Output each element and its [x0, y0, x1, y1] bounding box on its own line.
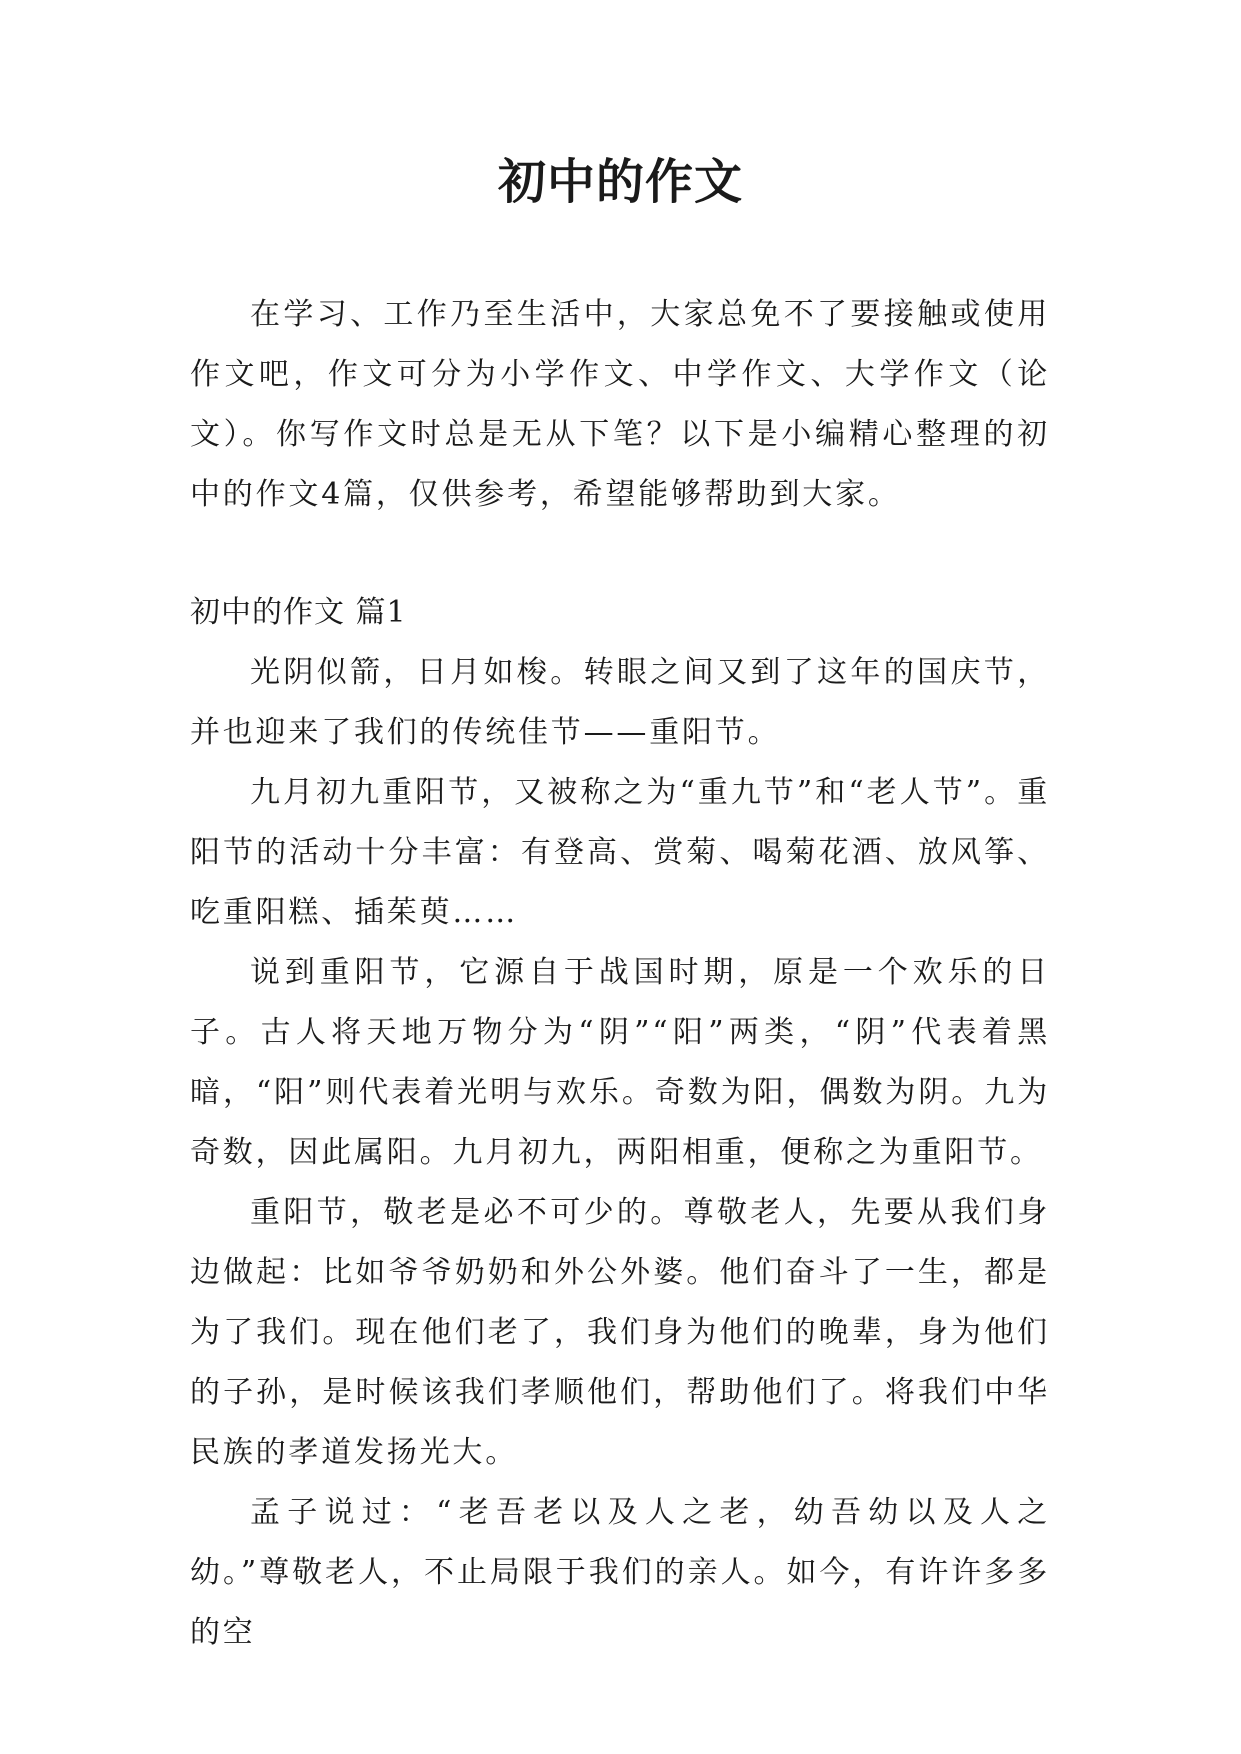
section-heading: 初中的作文 篇1 — [190, 595, 407, 630]
body-paragraph: 九月初九重阳节，又被称之为“重九节”和“老人节”。重阳节的活动十分丰富：有登高、赏菊、喝菊花酒、放风筝、吃重阳糕、插茱萸…… — [190, 775, 1050, 930]
document-body — [190, 285, 1050, 1663]
body-paragraph: 重阳节，敬老是必不可少的。尊敬老人，先要从我们身边做起：比如爷爷奶奶和外公外婆。他们奋斗了一生，都是为了我们。现在他们老了，我们身为他们的晚辈，身为他们的子孙，是时候该我们孝顺他们，帮助他们了。将我们中华民族的孝道发扬光大。 — [190, 1195, 1050, 1470]
body-paragraph: 光阴似箭，日月如梭。转眼之间又到了这年的国庆节，并也迎来了我们的传统佳节——重阳节。 — [190, 655, 1050, 750]
body-paragraph: 孟子说过：“老吾老以及人之老，幼吾幼以及人之幼。”尊敬老人，不止局限于我们的亲人。如今，有许许多多的空 — [190, 1495, 1050, 1650]
body-paragraph: 说到重阳节，它源自于战国时期，原是一个欢乐的日子。古人将天地万物分为“阴”“阳”两类，“阴”代表着黑暗，“阳”则代表着光明与欢乐。奇数为阳，偶数为阴。九为奇数，因此属阳。九月初九，两阳相重，便称之为重阳节。 — [190, 955, 1050, 1170]
intro-paragraph: 在学习、工作乃至生活中，大家总免不了要接触或使用作文吧，作文可分为小学作文、中学作文、大学作文（论文）。你写作文时总是无从下笔？以下是小编精心整理的初中的作文4篇，仅供参考，希望能够帮助到大家。 — [190, 297, 1050, 512]
document-title: 初中的作文 — [497, 154, 743, 210]
